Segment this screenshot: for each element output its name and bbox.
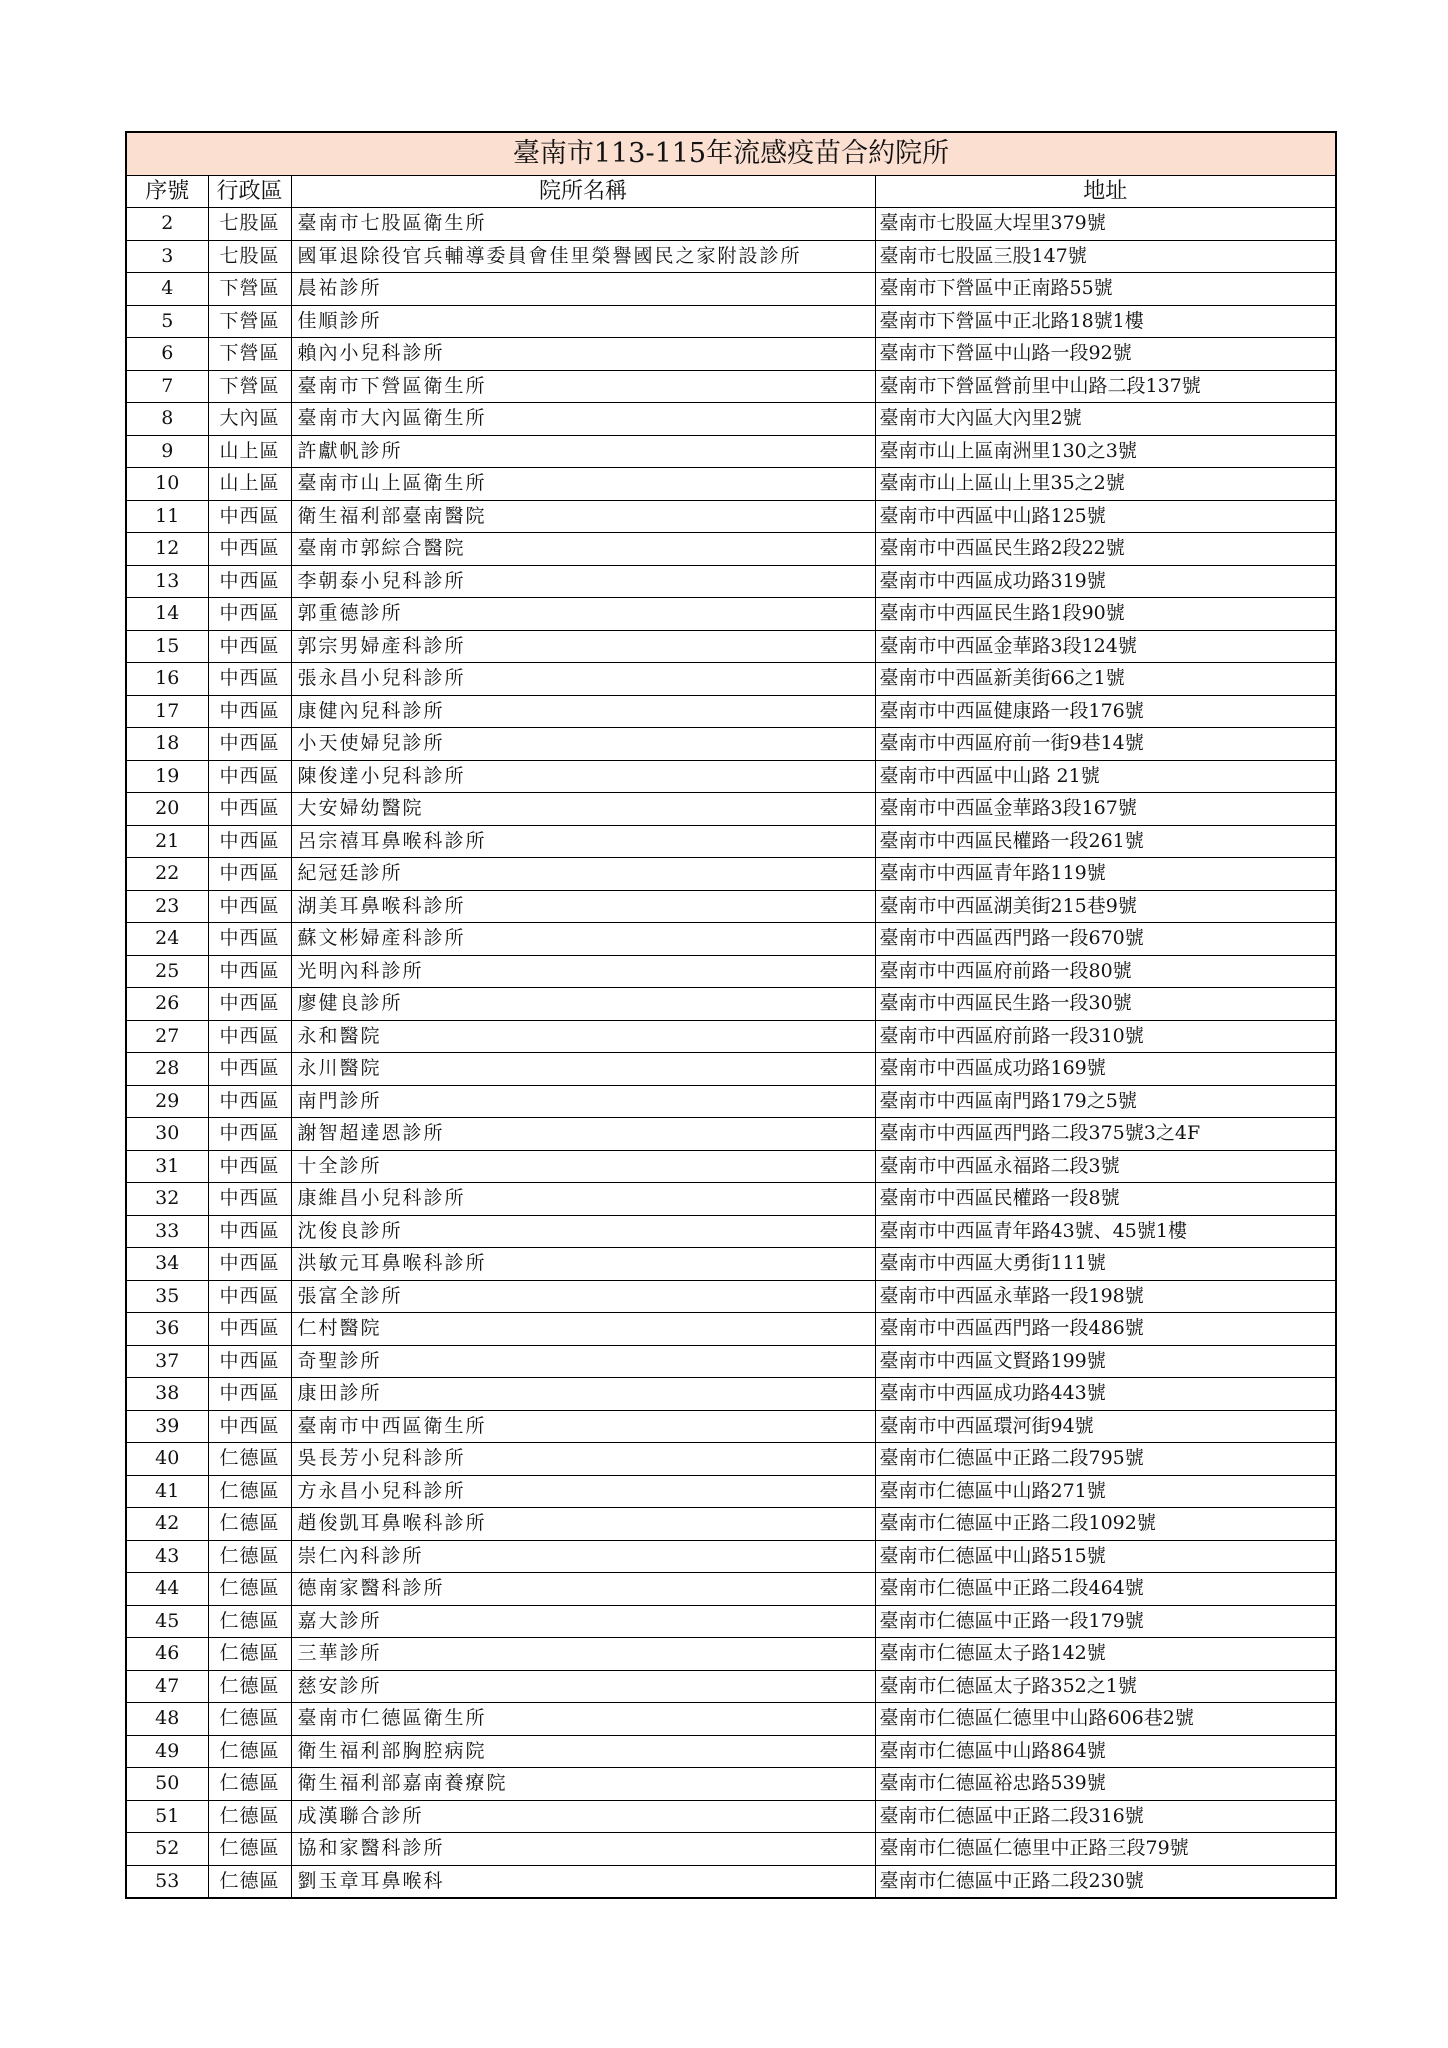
table-row	[126, 955, 1336, 988]
row-clinic-name: 康健內兒科診所	[291, 695, 875, 728]
row-clinic-name: 德南家醫科診所	[291, 1573, 875, 1606]
row-district: 仁德區	[208, 1800, 291, 1833]
table-row	[126, 728, 1336, 761]
table-row	[126, 1378, 1336, 1411]
row-district: 中西區	[208, 565, 291, 598]
table-row	[126, 1865, 1336, 1898]
row-number: 43	[126, 1540, 208, 1573]
row-clinic-name: 紀冠廷診所	[291, 858, 875, 891]
table-row	[126, 1703, 1336, 1736]
row-clinic-name: 沈俊良診所	[291, 1215, 875, 1248]
row-address: 臺南市仁德區仁德里中山路606巷2號	[875, 1703, 1336, 1736]
header-row	[126, 176, 1336, 208]
table-row	[126, 1475, 1336, 1508]
row-number: 31	[126, 1150, 208, 1183]
row-address: 臺南市仁德區中正路二段795號	[875, 1443, 1336, 1476]
table-row	[126, 663, 1336, 696]
clinic-table	[125, 131, 1337, 1899]
row-district: 仁德區	[208, 1735, 291, 1768]
row-district: 中西區	[208, 1053, 291, 1086]
row-address: 臺南市仁德區中山路864號	[875, 1735, 1336, 1768]
row-number: 22	[126, 858, 208, 891]
table-row	[126, 1053, 1336, 1086]
table-row	[126, 305, 1336, 338]
row-address: 臺南市仁德區仁德里中正路三段79號	[875, 1833, 1336, 1866]
row-district: 中西區	[208, 1085, 291, 1118]
table-row	[126, 630, 1336, 663]
row-clinic-name: 永和醫院	[291, 1020, 875, 1053]
row-clinic-name: 劉玉章耳鼻喉科	[291, 1865, 875, 1898]
row-clinic-name: 三華診所	[291, 1638, 875, 1671]
row-number: 18	[126, 728, 208, 761]
table-row	[126, 1248, 1336, 1281]
row-number: 2	[126, 208, 208, 241]
row-number: 26	[126, 988, 208, 1021]
row-number: 8	[126, 403, 208, 436]
table-row	[126, 1443, 1336, 1476]
row-clinic-name: 崇仁內科診所	[291, 1540, 875, 1573]
row-clinic-name: 小天使婦兒診所	[291, 728, 875, 761]
row-district: 中西區	[208, 760, 291, 793]
row-district: 七股區	[208, 208, 291, 241]
row-district: 中西區	[208, 695, 291, 728]
row-number: 25	[126, 955, 208, 988]
row-clinic-name: 南門診所	[291, 1085, 875, 1118]
row-clinic-name: 成漢聯合診所	[291, 1800, 875, 1833]
row-number: 34	[126, 1248, 208, 1281]
row-clinic-name: 郭宗男婦產科診所	[291, 630, 875, 663]
row-district: 仁德區	[208, 1475, 291, 1508]
row-address: 臺南市中西區青年路43號、45號1樓	[875, 1215, 1336, 1248]
table-row	[126, 1215, 1336, 1248]
row-district: 仁德區	[208, 1703, 291, 1736]
table-row	[126, 208, 1336, 241]
table-row	[126, 1670, 1336, 1703]
row-clinic-name: 趙俊凱耳鼻喉科診所	[291, 1508, 875, 1541]
table-row	[126, 1638, 1336, 1671]
table-row	[126, 923, 1336, 956]
table-row	[126, 1085, 1336, 1118]
row-district: 中西區	[208, 1345, 291, 1378]
row-district: 中西區	[208, 1248, 291, 1281]
row-district: 中西區	[208, 1020, 291, 1053]
row-address: 臺南市仁德區中正路二段230號	[875, 1865, 1336, 1898]
row-address: 臺南市中西區金華路3段167號	[875, 793, 1336, 826]
row-number: 50	[126, 1768, 208, 1801]
row-district: 中西區	[208, 923, 291, 956]
row-number: 46	[126, 1638, 208, 1671]
row-address: 臺南市中西區成功路443號	[875, 1378, 1336, 1411]
row-clinic-name: 奇聖診所	[291, 1345, 875, 1378]
row-district: 中西區	[208, 663, 291, 696]
table-row	[126, 988, 1336, 1021]
row-number: 49	[126, 1735, 208, 1768]
row-district: 仁德區	[208, 1833, 291, 1866]
row-number: 53	[126, 1865, 208, 1898]
row-clinic-name: 衛生福利部嘉南養療院	[291, 1768, 875, 1801]
table-row	[126, 1508, 1336, 1541]
row-clinic-name: 大安婦幼醫院	[291, 793, 875, 826]
row-number: 51	[126, 1800, 208, 1833]
row-clinic-name: 謝智超達恩診所	[291, 1118, 875, 1151]
table-row	[126, 1118, 1336, 1151]
row-address: 臺南市中西區府前一街9巷14號	[875, 728, 1336, 761]
row-district: 中西區	[208, 1313, 291, 1346]
row-address: 臺南市仁德區中山路271號	[875, 1475, 1336, 1508]
row-clinic-name: 臺南市七股區衛生所	[291, 208, 875, 241]
row-address: 臺南市中西區民生路1段90號	[875, 598, 1336, 631]
header-no: 序號	[126, 176, 208, 208]
row-district: 中西區	[208, 955, 291, 988]
table-body	[126, 208, 1336, 1899]
row-address: 臺南市仁德區太子路142號	[875, 1638, 1336, 1671]
table-row	[126, 1605, 1336, 1638]
header-address: 地址	[875, 176, 1336, 208]
row-district: 大內區	[208, 403, 291, 436]
row-clinic-name: 廖健良診所	[291, 988, 875, 1021]
row-clinic-name: 張富全診所	[291, 1280, 875, 1313]
table-row	[126, 890, 1336, 923]
header-district: 行政區	[208, 176, 291, 208]
row-district: 中西區	[208, 1118, 291, 1151]
row-address: 臺南市仁德區太子路352之1號	[875, 1670, 1336, 1703]
row-number: 45	[126, 1605, 208, 1638]
row-district: 中西區	[208, 598, 291, 631]
row-clinic-name: 臺南市下營區衛生所	[291, 370, 875, 403]
row-clinic-name: 臺南市山上區衛生所	[291, 468, 875, 501]
table-row	[126, 858, 1336, 891]
row-number: 52	[126, 1833, 208, 1866]
row-address: 臺南市中西區南門路179之5號	[875, 1085, 1336, 1118]
row-number: 30	[126, 1118, 208, 1151]
row-address: 臺南市大內區大內里2號	[875, 403, 1336, 436]
table-row	[126, 1313, 1336, 1346]
row-number: 41	[126, 1475, 208, 1508]
row-number: 7	[126, 370, 208, 403]
table-row	[126, 370, 1336, 403]
row-clinic-name: 賴內小兒科診所	[291, 338, 875, 371]
row-district: 中西區	[208, 1280, 291, 1313]
row-clinic-name: 李朝泰小兒科診所	[291, 565, 875, 598]
row-clinic-name: 永川醫院	[291, 1053, 875, 1086]
row-district: 下營區	[208, 273, 291, 306]
row-clinic-name: 慈安診所	[291, 1670, 875, 1703]
table-row	[126, 500, 1336, 533]
row-clinic-name: 晨祐診所	[291, 273, 875, 306]
row-number: 13	[126, 565, 208, 598]
row-clinic-name: 臺南市中西區衛生所	[291, 1410, 875, 1443]
row-district: 中西區	[208, 1378, 291, 1411]
row-clinic-name: 臺南市郭綜合醫院	[291, 533, 875, 566]
row-number: 35	[126, 1280, 208, 1313]
row-address: 臺南市中西區西門路二段375號3之4F	[875, 1118, 1336, 1151]
row-address: 臺南市中西區成功路319號	[875, 565, 1336, 598]
row-address: 臺南市中西區西門路一段486號	[875, 1313, 1336, 1346]
table-row	[126, 1573, 1336, 1606]
row-number: 9	[126, 435, 208, 468]
table-row	[126, 1345, 1336, 1378]
row-address: 臺南市中西區文賢路199號	[875, 1345, 1336, 1378]
row-clinic-name: 康維昌小兒科診所	[291, 1183, 875, 1216]
row-district: 中西區	[208, 500, 291, 533]
table-row	[126, 1833, 1336, 1866]
table-row	[126, 435, 1336, 468]
row-clinic-name: 佳順診所	[291, 305, 875, 338]
row-number: 20	[126, 793, 208, 826]
row-clinic-name: 衛生福利部胸腔病院	[291, 1735, 875, 1768]
row-address: 臺南市仁德區裕忠路539號	[875, 1768, 1336, 1801]
row-address: 臺南市中西區中山路 21號	[875, 760, 1336, 793]
row-address: 臺南市中西區環河街94號	[875, 1410, 1336, 1443]
table-row	[126, 1540, 1336, 1573]
row-district: 下營區	[208, 305, 291, 338]
table-row	[126, 1410, 1336, 1443]
row-district: 中西區	[208, 825, 291, 858]
row-clinic-name: 吳長芳小兒科診所	[291, 1443, 875, 1476]
row-clinic-name: 光明內科診所	[291, 955, 875, 988]
row-address: 臺南市下營區中正南路55號	[875, 273, 1336, 306]
row-address: 臺南市山上區南洲里130之3號	[875, 435, 1336, 468]
row-clinic-name: 十全診所	[291, 1150, 875, 1183]
row-address: 臺南市中西區府前路一段80號	[875, 955, 1336, 988]
row-number: 40	[126, 1443, 208, 1476]
row-district: 中西區	[208, 630, 291, 663]
row-number: 15	[126, 630, 208, 663]
row-number: 14	[126, 598, 208, 631]
row-district: 仁德區	[208, 1605, 291, 1638]
row-clinic-name: 國軍退除役官兵輔導委員會佳里榮譽國民之家附設診所	[291, 240, 875, 273]
row-address: 臺南市中西區民權路一段8號	[875, 1183, 1336, 1216]
row-district: 中西區	[208, 1215, 291, 1248]
row-district: 山上區	[208, 435, 291, 468]
header-name: 院所名稱	[291, 176, 875, 208]
row-number: 39	[126, 1410, 208, 1443]
row-clinic-name: 湖美耳鼻喉科診所	[291, 890, 875, 923]
row-address: 臺南市中西區民生路一段30號	[875, 988, 1336, 1021]
row-number: 24	[126, 923, 208, 956]
row-district: 仁德區	[208, 1865, 291, 1898]
row-district: 中西區	[208, 1183, 291, 1216]
row-address: 臺南市中西區永福路二段3號	[875, 1150, 1336, 1183]
table-row	[126, 565, 1336, 598]
row-address: 臺南市仁德區中正路二段1092號	[875, 1508, 1336, 1541]
table-row	[126, 760, 1336, 793]
row-clinic-name: 呂宗禧耳鼻喉科診所	[291, 825, 875, 858]
row-number: 47	[126, 1670, 208, 1703]
row-address: 臺南市七股區三股147號	[875, 240, 1336, 273]
title-row	[126, 132, 1336, 176]
row-number: 44	[126, 1573, 208, 1606]
row-address: 臺南市下營區中正北路18號1樓	[875, 305, 1336, 338]
row-number: 38	[126, 1378, 208, 1411]
row-district: 七股區	[208, 240, 291, 273]
row-clinic-name: 嘉大診所	[291, 1605, 875, 1638]
row-number: 27	[126, 1020, 208, 1053]
row-address: 臺南市中西區金華路3段124號	[875, 630, 1336, 663]
row-clinic-name: 洪敏元耳鼻喉科診所	[291, 1248, 875, 1281]
row-number: 4	[126, 273, 208, 306]
row-district: 中西區	[208, 1410, 291, 1443]
row-clinic-name: 陳俊達小兒科診所	[291, 760, 875, 793]
row-number: 6	[126, 338, 208, 371]
row-district: 中西區	[208, 988, 291, 1021]
row-district: 仁德區	[208, 1670, 291, 1703]
row-number: 29	[126, 1085, 208, 1118]
row-district: 山上區	[208, 468, 291, 501]
table-row	[126, 1735, 1336, 1768]
table-row	[126, 1280, 1336, 1313]
row-address: 臺南市中西區府前路一段310號	[875, 1020, 1336, 1053]
row-address: 臺南市中西區民權路一段261號	[875, 825, 1336, 858]
row-clinic-name: 臺南市大內區衛生所	[291, 403, 875, 436]
row-clinic-name: 郭重德診所	[291, 598, 875, 631]
row-clinic-name: 方永昌小兒科診所	[291, 1475, 875, 1508]
row-number: 48	[126, 1703, 208, 1736]
row-clinic-name: 臺南市仁德區衛生所	[291, 1703, 875, 1736]
table-row	[126, 1183, 1336, 1216]
table-row	[126, 403, 1336, 436]
table-row	[126, 598, 1336, 631]
row-address: 臺南市中西區青年路119號	[875, 858, 1336, 891]
row-address: 臺南市下營區營前里中山路二段137號	[875, 370, 1336, 403]
row-number: 23	[126, 890, 208, 923]
row-address: 臺南市中西區中山路125號	[875, 500, 1336, 533]
table-row	[126, 240, 1336, 273]
row-district: 仁德區	[208, 1573, 291, 1606]
row-clinic-name: 蘇文彬婦產科診所	[291, 923, 875, 956]
row-number: 11	[126, 500, 208, 533]
row-address: 臺南市中西區健康路一段176號	[875, 695, 1336, 728]
row-district: 中西區	[208, 533, 291, 566]
row-district: 仁德區	[208, 1638, 291, 1671]
table-row	[126, 533, 1336, 566]
table-row	[126, 695, 1336, 728]
table-row	[126, 273, 1336, 306]
row-address: 臺南市中西區民生路2段22號	[875, 533, 1336, 566]
row-address: 臺南市中西區大勇街111號	[875, 1248, 1336, 1281]
row-number: 36	[126, 1313, 208, 1346]
row-address: 臺南市中西區西門路一段670號	[875, 923, 1336, 956]
row-address: 臺南市仁德區中正路一段179號	[875, 1605, 1336, 1638]
row-number: 33	[126, 1215, 208, 1248]
table-row	[126, 825, 1336, 858]
row-address: 臺南市中西區湖美街215巷9號	[875, 890, 1336, 923]
row-number: 17	[126, 695, 208, 728]
row-district: 中西區	[208, 1150, 291, 1183]
table-title: 臺南市113-115年流感疫苗合約院所	[126, 132, 1336, 176]
row-clinic-name: 許獻帆診所	[291, 435, 875, 468]
row-district: 仁德區	[208, 1768, 291, 1801]
row-number: 5	[126, 305, 208, 338]
table-row	[126, 1020, 1336, 1053]
row-clinic-name: 衛生福利部臺南醫院	[291, 500, 875, 533]
row-address: 臺南市七股區大埕里379號	[875, 208, 1336, 241]
row-number: 37	[126, 1345, 208, 1378]
row-address: 臺南市仁德區中正路二段464號	[875, 1573, 1336, 1606]
table-row	[126, 338, 1336, 371]
row-number: 32	[126, 1183, 208, 1216]
table-row	[126, 1768, 1336, 1801]
row-number: 3	[126, 240, 208, 273]
row-address: 臺南市下營區中山路一段92號	[875, 338, 1336, 371]
row-number: 19	[126, 760, 208, 793]
row-number: 10	[126, 468, 208, 501]
row-number: 12	[126, 533, 208, 566]
row-number: 16	[126, 663, 208, 696]
row-address: 臺南市山上區山上里35之2號	[875, 468, 1336, 501]
row-clinic-name: 協和家醫科診所	[291, 1833, 875, 1866]
row-address: 臺南市仁德區中山路515號	[875, 1540, 1336, 1573]
row-address: 臺南市仁德區中正路二段316號	[875, 1800, 1336, 1833]
row-clinic-name: 仁村醫院	[291, 1313, 875, 1346]
row-district: 下營區	[208, 370, 291, 403]
row-clinic-name: 康田診所	[291, 1378, 875, 1411]
row-number: 42	[126, 1508, 208, 1541]
row-district: 中西區	[208, 858, 291, 891]
row-address: 臺南市中西區成功路169號	[875, 1053, 1336, 1086]
row-district: 仁德區	[208, 1508, 291, 1541]
row-number: 21	[126, 825, 208, 858]
row-district: 中西區	[208, 728, 291, 761]
row-district: 中西區	[208, 890, 291, 923]
row-clinic-name: 張永昌小兒科診所	[291, 663, 875, 696]
row-address: 臺南市中西區永華路一段198號	[875, 1280, 1336, 1313]
table-row	[126, 1150, 1336, 1183]
row-district: 中西區	[208, 793, 291, 826]
table-row	[126, 1800, 1336, 1833]
row-district: 仁德區	[208, 1540, 291, 1573]
table-row	[126, 793, 1336, 826]
row-district: 仁德區	[208, 1443, 291, 1476]
table-row	[126, 468, 1336, 501]
row-number: 28	[126, 1053, 208, 1086]
row-district: 下營區	[208, 338, 291, 371]
row-address: 臺南市中西區新美街66之1號	[875, 663, 1336, 696]
